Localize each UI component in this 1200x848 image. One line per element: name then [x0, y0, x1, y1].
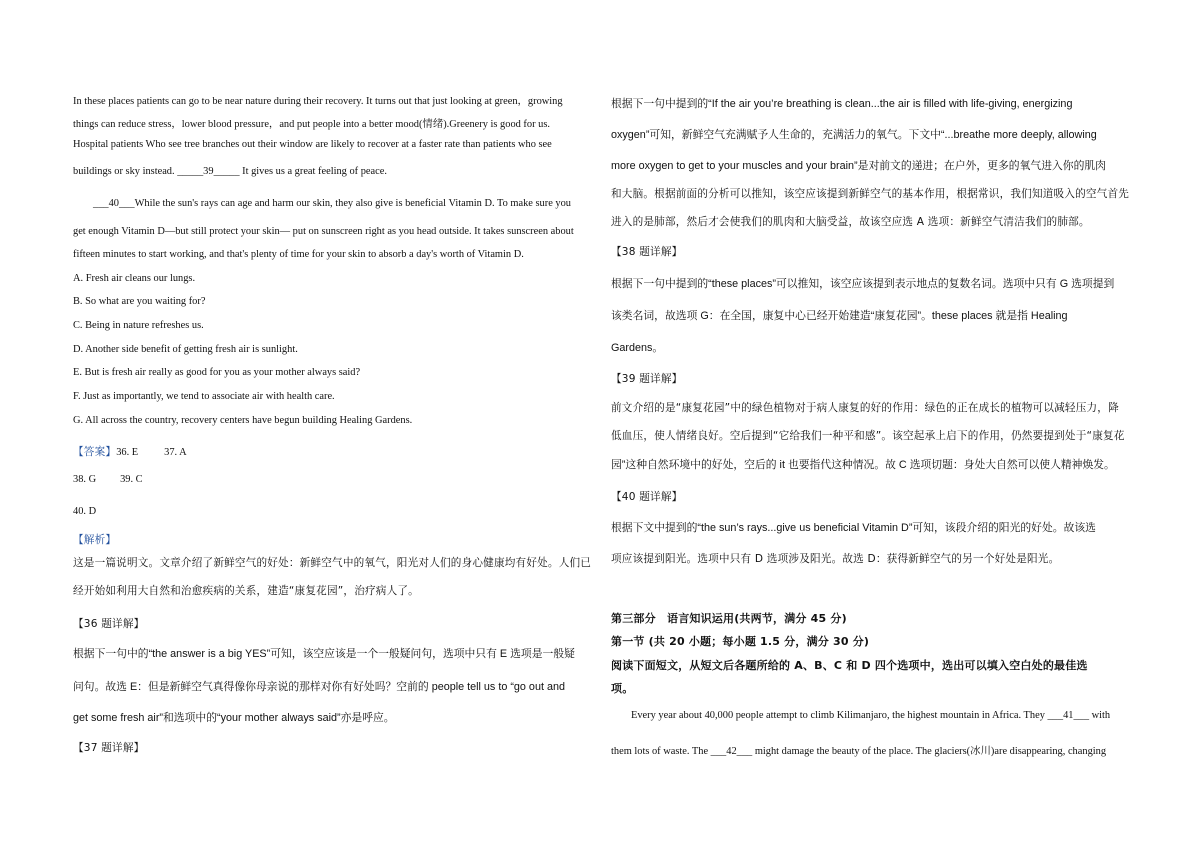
analysis-text: 经开始如利用大自然和治愈疾病的关系，建造“康复花园”，治疗病人了。	[73, 585, 419, 597]
answer-36: 36. E	[116, 447, 139, 458]
q39-text: 前文介绍的是“康复花园”中的绿色植物对于病人康复的好的作用：绿色的正在成长的植物可以减轻压力，降	[611, 402, 1119, 414]
passage-text: buildings or sky instead.	[73, 166, 178, 177]
part3-title: 第三部分 语言知识运用(共两节，满分 45 分)	[611, 612, 847, 625]
passage-line	[93, 198, 571, 209]
answer-37: 37. A	[164, 447, 187, 458]
passage-line	[73, 166, 387, 177]
blank-40: ___40___	[93, 198, 135, 209]
blank-39: _____39_____	[177, 166, 240, 177]
q36-text: get some fresh air”和选项中的“your mother always said”亦是呼应。	[73, 712, 395, 724]
instruction-text: 项。	[611, 682, 634, 695]
q36-label: 【36 题详解】	[73, 618, 145, 630]
analysis-label: 【解析】	[73, 534, 117, 546]
answer-38: 38. G	[73, 474, 97, 485]
q37-label: 【37 题详解】	[73, 742, 145, 754]
passage-line: Hospital patients Who see tree branches out their window are likely to recover at a faster rate than patients who see	[73, 139, 552, 150]
passage-text: them lots of waste. The	[611, 746, 711, 757]
q40-label: 【40 题详解】	[611, 491, 683, 503]
q39-text: 园”这种自然环境中的好处，空后的 it 也要指代这种情况。故 C 选项切题：身处大自然可以使人精神焕发。	[611, 459, 1115, 471]
option-f: F. Just as importantly, we tend to associate air with health care.	[73, 391, 335, 402]
answer-label: 【答案】	[73, 446, 117, 458]
passage-line: get enough Vitamin D—but still protect your skin— put on sunscreen right as you head outside. It takes sunscreen about	[73, 226, 574, 237]
q38-text: Gardens。	[611, 342, 664, 354]
passage-text: While the sun's rays can age and harm our skin, they also give is beneficial Vitamin D. To make sure you	[134, 198, 571, 209]
section1-title: 第一节 (共 20 小题；每小题 1.5 分，满分 30 分)	[611, 635, 870, 648]
option-g: G. All across the country, recovery centers have begun building Healing Gardens.	[73, 415, 413, 426]
q38-label: 【38 题详解】	[611, 246, 683, 258]
q37-text: 和大脑。根据前面的分析可以推知，该空应该提到新鲜空气的基本作用，根据常识，我们知道吸入的空气首先	[611, 188, 1130, 200]
passage-line: things can reduce stress，lower blood pressure，and put people into a better mood(情绪).Greenery is good for us.	[73, 119, 550, 130]
blank-41: ___41___	[1047, 710, 1090, 721]
q37-text: more oxygen to get to your muscles and your brain”是对前文的递进；在户外，更多的氧气进入你的肌肉	[611, 160, 1106, 172]
option-c: C. Being in nature refreshes us.	[73, 320, 204, 331]
q40-text: 项应该提到阳光。选项中只有 D 选项涉及阳光。故选 D：获得新鲜空气的另一个好处是阳光。	[611, 553, 1060, 565]
passage-line: In these places patients can go to be near nature during their recovery. It turns out that just looking at green，growing	[73, 96, 563, 107]
answer-line	[73, 474, 143, 485]
q38-text: 该类名词，故选项 G：在全国，康复中心已经开始建造“康复花园”。these places 就是指 Healing	[611, 310, 1068, 322]
q39-label: 【39 题详解】	[611, 373, 683, 385]
passage-text: might damage the beauty of the place. The glaciers(冰川)are disappearing, changing	[752, 746, 1107, 757]
analysis-text: 这是一篇说明文。文章介绍了新鲜空气的好处：新鲜空气中的氧气，阳光对人们的身心健康均有好处。人们已	[73, 557, 592, 569]
passage-text: with	[1089, 710, 1111, 721]
passage-line: fifteen minutes to start working, and that's plenty of time for your skin to absorb a day's worth of Vitamin D.	[73, 249, 524, 260]
q37-text: 根据下一句中提到的“If the air you’re breathing is clean...the air is filled with life-giving, energizing	[611, 98, 1073, 110]
passage-line	[611, 742, 1106, 757]
passage-line	[631, 710, 1110, 721]
option-a: A. Fresh air cleans our lungs.	[73, 273, 196, 284]
q37-text: oxygen”可知，新鲜空气充满赋予人生命的，充满活力的氧气。下文中“...breathe more deeply, allowing	[611, 129, 1097, 141]
q38-text: 根据下一句中提到的“these places”可以推知，该空应该提到表示地点的复数名词。选项中只有 G 选项提到	[611, 278, 1115, 290]
option-e: E. But is fresh air really as good for you as your mother always said?	[73, 367, 361, 378]
q36-text: 根据下一句中的“the answer is a big YES”可知，该空应该是一个一般疑问句，选项中只有 E 选项是一般疑	[73, 648, 575, 660]
passage-text: It gives us a great feeling of peace.	[239, 166, 387, 177]
answer-39: 39. C	[120, 474, 143, 485]
answer-40: 40. D	[73, 506, 97, 517]
option-b: B. So what are you waiting for?	[73, 296, 206, 307]
option-d: D. Another side benefit of getting fresh air is sunlight.	[73, 344, 298, 355]
q40-text: 根据下文中提到的“the sun’s rays...give us beneficial Vitamin D”可知，该段介绍的阳光的好处。故该选	[611, 522, 1096, 534]
instruction-text: 阅读下面短文，从短文后各题所给的 A、B、C 和 D 四个选项中，选出可以填入空白处的最佳选	[611, 659, 1088, 672]
blank-42: ___42___	[710, 746, 753, 757]
q36-text: 问句。故选 E：但是新鲜空气真得像你母亲说的那样对你有好处吗？空前的 people tell us to “go out and	[73, 681, 565, 693]
q37-text: 进入的是肺部，然后才会使我们的肌肉和大脑受益，故该空应选 A 选项：新鲜空气清洁我们的肺部。	[611, 216, 1090, 228]
q39-text: 低血压，使人情绪良好。空后提到“它给我们一种平和感”。该空起承上启下的作用，仍然要提到处于“康复花	[611, 430, 1125, 442]
answer-line	[73, 442, 187, 460]
passage-text: Every year about 40,000 people attempt to climb Kilimanjaro, the highest mountain in Africa. They	[631, 710, 1048, 721]
